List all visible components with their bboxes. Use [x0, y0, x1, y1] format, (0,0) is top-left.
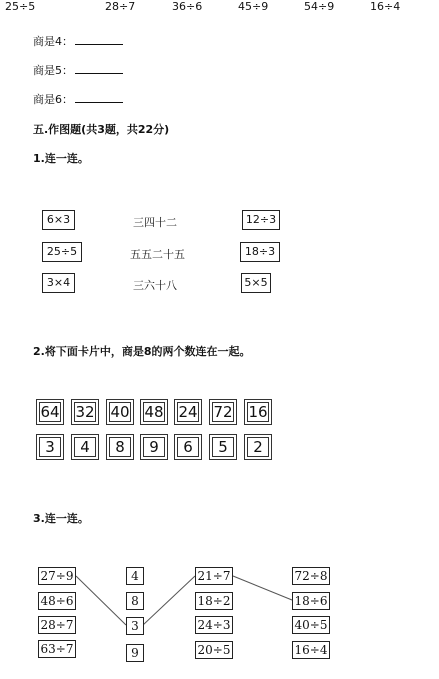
- q2-card-divisor[interactable]: 2: [244, 434, 272, 460]
- expression: 28÷7: [105, 0, 136, 13]
- quotient-label: 商是4：: [33, 35, 73, 48]
- q3-col2-card[interactable]: 4: [126, 567, 144, 585]
- q3-col3-card[interactable]: 24÷3: [195, 616, 233, 634]
- q3-col1-card[interactable]: 28÷7: [38, 616, 76, 634]
- q2-card-divisor[interactable]: 3: [36, 434, 64, 460]
- quotient-label: 商是6：: [33, 93, 73, 106]
- expression: 54÷9: [304, 0, 335, 13]
- q1-middle-text[interactable]: 三四十二: [133, 216, 177, 229]
- connect-line: [76, 576, 126, 625]
- q1-left-card[interactable]: 25÷5: [42, 242, 82, 262]
- q3-col4-card[interactable]: 18÷6: [292, 592, 330, 610]
- q3-col2-card[interactable]: 3: [126, 617, 144, 635]
- q3-col2-card[interactable]: 9: [126, 644, 144, 662]
- q1-left-card[interactable]: 6×3: [42, 210, 75, 230]
- q2-card-dividend[interactable]: 72: [209, 399, 237, 425]
- expression: 25÷5: [5, 0, 36, 13]
- expression: 36÷6: [172, 0, 203, 13]
- quotient-label: 商是5：: [33, 64, 73, 77]
- q2-card-divisor[interactable]: 9: [140, 434, 168, 460]
- q2-card-dividend[interactable]: 48: [140, 399, 168, 425]
- q2-card-dividend[interactable]: 32: [71, 399, 99, 425]
- section-title: 五.作图题(共3题，共22分): [33, 123, 170, 136]
- q2-card-divisor[interactable]: 8: [106, 434, 134, 460]
- q2-card-dividend[interactable]: 24: [174, 399, 202, 425]
- q3-col2-card[interactable]: 8: [126, 592, 144, 610]
- connect-line: [233, 576, 292, 600]
- q2-card-divisor[interactable]: 6: [174, 434, 202, 460]
- q2-card-divisor[interactable]: 5: [209, 434, 237, 460]
- q2-card-dividend[interactable]: 40: [106, 399, 134, 425]
- q1-middle-text[interactable]: 三六十八: [133, 279, 177, 292]
- q3-col1-card[interactable]: 63÷7: [38, 640, 76, 658]
- q2-card-dividend[interactable]: 16: [244, 399, 272, 425]
- q3-col4-card[interactable]: 72÷8: [292, 567, 330, 585]
- question-3-title: 3.连一连。: [33, 512, 89, 525]
- q3-col1-card[interactable]: 48÷6: [38, 592, 76, 610]
- q1-middle-text[interactable]: 五五二十五: [130, 248, 185, 261]
- q1-left-card[interactable]: 3×4: [42, 273, 75, 293]
- question-1-title: 1.连一连。: [33, 152, 89, 165]
- q1-right-card[interactable]: 5×5: [241, 273, 271, 293]
- question-2-title: 2.将下面卡片中，商是8的两个数连在一起。: [33, 345, 251, 358]
- q1-right-card[interactable]: 18÷3: [240, 242, 280, 262]
- connect-line: [143, 576, 195, 625]
- q3-col3-card[interactable]: 21÷7: [195, 567, 233, 585]
- q2-card-divisor[interactable]: 4: [71, 434, 99, 460]
- q3-col1-card[interactable]: 27÷9: [38, 567, 76, 585]
- q3-col3-card[interactable]: 20÷5: [195, 641, 233, 659]
- q2-card-dividend[interactable]: 64: [36, 399, 64, 425]
- q1-right-card[interactable]: 12÷3: [242, 210, 280, 230]
- q3-col4-card[interactable]: 40÷5: [292, 616, 330, 634]
- expression: 45÷9: [238, 0, 269, 13]
- expression: 16÷4: [370, 0, 401, 13]
- q3-col3-card[interactable]: 18÷2: [195, 592, 233, 610]
- q3-col4-card[interactable]: 16÷4: [292, 641, 330, 659]
